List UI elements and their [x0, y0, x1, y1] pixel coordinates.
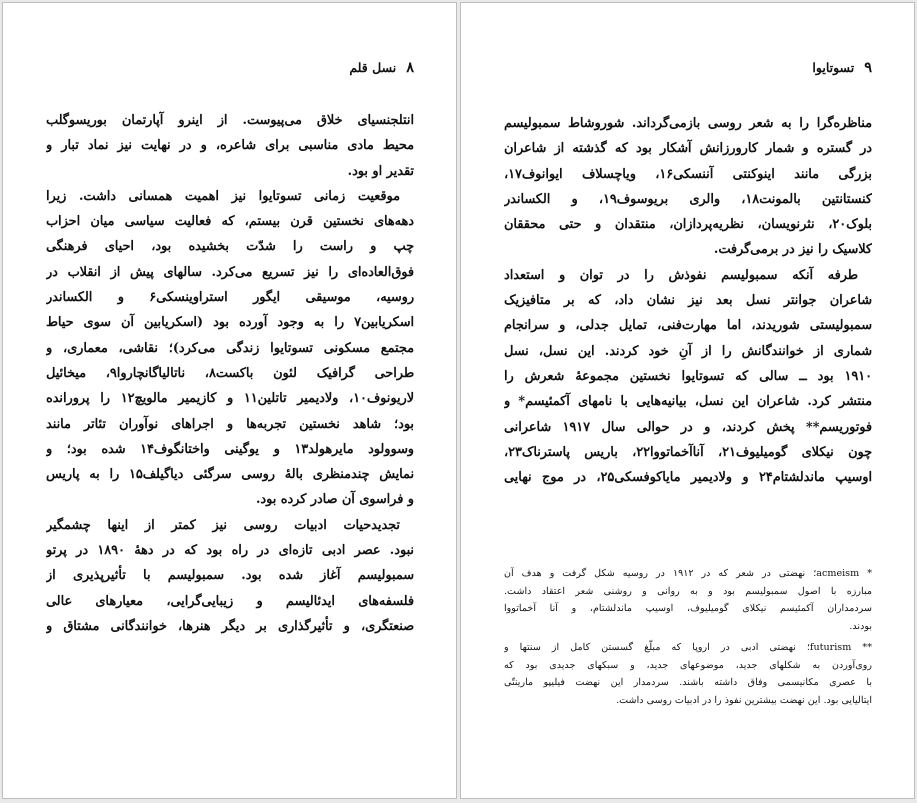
body-line: روسیه، موسیقی ایگور استراوینسکی۶ و الکساندر: [46, 290, 414, 306]
body-line: نبود. عصر ادبی تازه‌ای در راه بود که در دههٔ ۱۸۹۰ در پرتو: [46, 543, 414, 559]
body-line: کلاسیک را نیز در برمی‌گرفت.: [713, 242, 872, 258]
body-line: بود؛ شاهد نخستین تجربه‌ها و اجراهای نوآوران تئاتر مانند: [46, 416, 414, 432]
body-line: منتشر کرد. شاعران این نسل، بیانیه‌هایی با نامهای آکمئیسم* و: [504, 394, 872, 410]
body-line: فوتوریسم** پخش کردند، و در حوالی سال ۱۹۱۷ شاعرانی: [504, 419, 872, 435]
right-page-number: ۹: [864, 59, 872, 76]
body-line: انتلجنسیای خلاق می‌پیوست. از اینرو آپارتمان بوریسوگلب: [46, 113, 414, 128]
body-line: بلوک۲۰، نثرنویسان، نظریه‌پردازان، منتقدان و حتی محققان: [504, 217, 872, 233]
body-line: و فراسوی آن صادر کرده بود.: [255, 492, 414, 508]
body-line: صنعتگری، و تأثیرگذاری بر دیگر هنرها، خوانندگانی مشتاق و: [46, 618, 414, 634]
body-line: نمایش چندمنظری بالهٔ روسی سرگئی دیاگیلف۱۵ را به پاریس: [46, 467, 414, 483]
body-line: لاریونوف۱۰، ولادیمیر تاتلین۱۱ و کازیمیر مالویچ۱۲ را پرورانده: [46, 391, 414, 407]
footnote-line: با عصری مکانیسمی وفاق داشته باشند. سردمدار این نهضت فیلیپو مارینتّی: [504, 677, 872, 688]
body-line: تقدیر او بود.: [347, 163, 414, 179]
body-line: ۱۹۱۰ بود ــ سالی که تسوتایوا نخستین مجموعهٔ شعرش را: [504, 368, 872, 384]
body-line: وسوولود مایرهولد۱۳ و یوگینی واختانگوف۱۴ شده بود؛ و: [46, 441, 414, 457]
right-running-title: تسوتایوا: [812, 60, 855, 75]
body-line: مناظره‌گرا را به شعر روسی بازمی‌گرداند. شوروشاط سمبولیسم: [504, 116, 872, 131]
left-body-text: [46, 108, 414, 639]
body-line: اسکریابین۷ را به وجود آورده بود (اسکریابین آن سوی حیاط: [46, 315, 414, 331]
footnote-line: * acmeism؛ نهضتی در شعر که در ۱۹۱۲ در روسیه شکل گرفت و هدف آن: [504, 568, 872, 579]
body-line: در گستره و شمار کارورزانش آشکار بود که گذشته از شاعران: [504, 141, 872, 157]
body-line: مجتمع مسکونی تسوتایوا زندگی می‌کرد)؛ نقاشی، معماری، و: [46, 340, 414, 356]
body-line: دهه‌های نخستین قرن بیستم، که فعالیت سیاسی میان احزاب: [46, 214, 414, 230]
footnote-line: ایتالیایی بود. این نهضت بیشترین نفوذ را در ادبیات روسی داشت.: [616, 694, 872, 706]
body-line: طراحی گرافیک لئون باکست۸، ناتالیاگانچاروا۹، میخائیل: [46, 365, 414, 381]
footnote-line: بودند.: [849, 620, 872, 632]
body-line: سمبولیسم آغاز شده بود. سمبولیسم با تأثیرپذیری از: [46, 568, 414, 584]
body-line: طرفه آنکه سمبولیسم نفوذش را در توان و استعداد: [504, 267, 858, 283]
body-line: چون نیکلای گومیلیوف۲۱، آناآخماتووا۲۲، باریس پاسترناک۲۳،: [504, 444, 872, 460]
body-line: بزرگی مانند اینوکنتی آننسکی۱۶، ویاچسلاف ایوانوف۱۷،: [504, 166, 872, 182]
body-line: شاعران جوانتر نسل بعد نیز نشان داد، که بر متافیزیک: [504, 293, 872, 309]
left-running-head: [349, 59, 414, 76]
right-running-head: [812, 59, 872, 76]
body-line: محیط مادی مناسبی برای شاعره، و در نهایت نیز نماد تبار و: [46, 138, 414, 154]
body-line: سمبولیستی شوریدند، اما مهارت‌فنی، تمایل جدلی، و سرانجام: [504, 318, 872, 334]
body-line: فلسفه‌های ایدئالیسم و زیبایی‌گرایی، معیارهای عالی: [46, 593, 414, 609]
right-page: [460, 2, 915, 799]
body-line: شماری از خوانندگانش را از آنِ خود کردند. این نسل، نسل: [504, 343, 872, 359]
left-page-number: ۸: [406, 59, 414, 76]
body-line: موقعیت زمانی تسوتایوا نیز اهمیت همسانی داشت. زیرا: [46, 188, 400, 204]
footnote-line: ** futurism؛ نهضتی ادبی در اروپا که مبلّغ گسستن کامل از سنتها و: [504, 642, 872, 653]
body-line: اوسیپ ماندلشتام۲۴ و ولادیمیر مایاکوفسکی۲۵، در موج نهایی: [504, 470, 872, 486]
right-body-text: [504, 111, 872, 490]
footnote-line: سردمداران آکمئیسم نیکلای گومیلیوف، اوسیپ ماندلشتام، و آنا آخماتووا: [504, 603, 872, 614]
footnote-line: روی‌آوردن به شکلهای جدید، موضوعهای جدید، و سبکهای جدیدی بود که: [504, 659, 872, 671]
body-line: کنستانتین بالمونت۱۸، والری بریوسوف۱۹، و الکساندر: [504, 191, 872, 207]
footnotes: [504, 565, 872, 709]
left-page: [2, 2, 457, 799]
footnote-line: مبارزه با اصول سمبولیسم بود و به روانی و روشنی شعر اعتقاد داشت.: [504, 585, 872, 597]
body-line: چپ و راست را شدّت بخشیده بود، احیای فرهنگی: [46, 239, 414, 255]
body-line: تجدیدحیات ادبیات روسی نیز کمتر از اینها چشمگیر: [46, 517, 400, 533]
body-line: فوق‌العاده‌ای را نیز تسریع می‌کرد. سالهای پیش از انقلاب در: [46, 264, 414, 280]
left-running-title: نسل قلم: [349, 60, 397, 75]
